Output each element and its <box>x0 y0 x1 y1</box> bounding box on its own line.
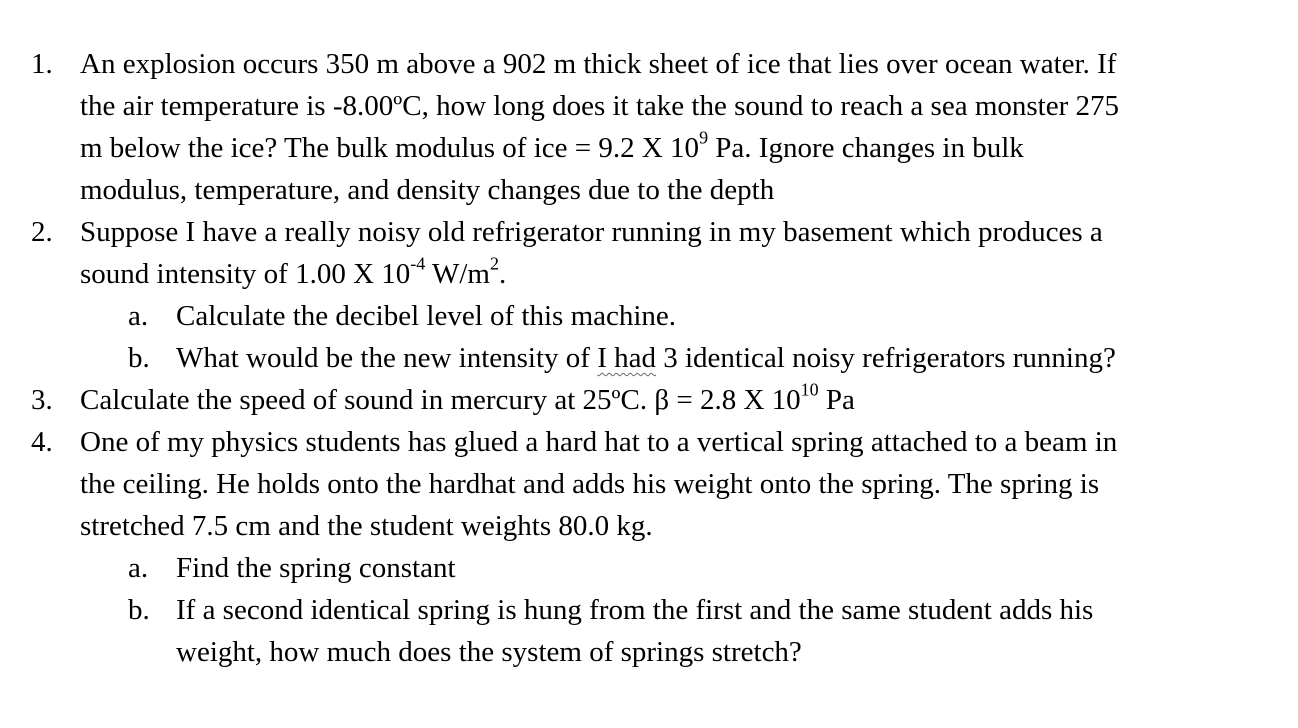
question-1-line-3 <box>80 127 1024 165</box>
question-3-text: Calculate the speed of sound in mercury at 25ºC. β = 2.8 X 10 <box>80 384 801 416</box>
question-1-line-4: modulus, temperature, and density changes due to the depth <box>80 174 775 206</box>
question-3-unit: Pa <box>818 384 855 416</box>
question-2-number: 2. <box>31 216 53 248</box>
question-1-line-2: the air temperature is -8.00ºC, how long does it take the sound to reach a sea monster 275 <box>80 90 1120 122</box>
question-2-line-2 <box>80 253 507 291</box>
question-2-line-2-text: sound intensity of 1.00 X 10 <box>80 258 411 290</box>
question-2-line-1: Suppose I have a really noisy old refrigerator running in my basement which produces a <box>80 216 1103 248</box>
question-1-line-1: An explosion occurs 350 m above a 902 m thick sheet of ice that lies over ocean water. If <box>80 48 1117 80</box>
question-2b-label: b. <box>128 342 150 374</box>
question-2b-text-post: 3 identical noisy refrigerators running? <box>656 342 1116 374</box>
question-4b-line-2: weight, how much does the system of springs stretch? <box>176 636 802 668</box>
question-4-line-2: the ceiling. He holds onto the hardhat and adds his weight onto the spring. The spring is <box>80 468 1100 500</box>
question-4-line-1: One of my physics students has glued a hard hat to a vertical spring attached to a beam in <box>80 426 1118 458</box>
question-2-exponent: -4 <box>410 253 426 274</box>
question-4b-line-1: If a second identical spring is hung from the first and the same student adds his <box>176 594 1094 626</box>
question-3-line <box>80 379 855 417</box>
question-4-number: 4. <box>31 426 53 458</box>
question-1-exponent: 9 <box>699 127 709 148</box>
question-1-number: 1. <box>31 48 53 80</box>
question-4a-text: Find the spring constant <box>176 552 456 584</box>
question-2a-label: a. <box>128 300 149 332</box>
question-3-number: 3. <box>31 384 53 416</box>
spellcheck-underlined-text: I had <box>597 342 656 374</box>
question-4-line-3: stretched 7.5 cm and the student weights 80.0 kg. <box>80 510 653 542</box>
question-2b-text-pre: What would be the new intensity of <box>176 342 598 374</box>
question-2-line-end: . <box>498 258 507 290</box>
question-1-line-3-rest: Pa. Ignore changes in bulk <box>715 132 1024 164</box>
question-1-line-3-text: m below the ice? The bulk modulus of ice = 9.2 X 10 <box>80 132 700 164</box>
question-2b-line <box>176 341 1116 375</box>
question-4b-label: b. <box>128 594 150 626</box>
question-2a-text: Calculate the decibel level of this machine. <box>176 300 677 332</box>
question-4a-label: a. <box>128 552 149 584</box>
question-2-unit-exponent: 2 <box>489 253 499 274</box>
question-2-unit: W/m <box>425 258 490 290</box>
question-3-exponent: 10 <box>800 379 819 400</box>
